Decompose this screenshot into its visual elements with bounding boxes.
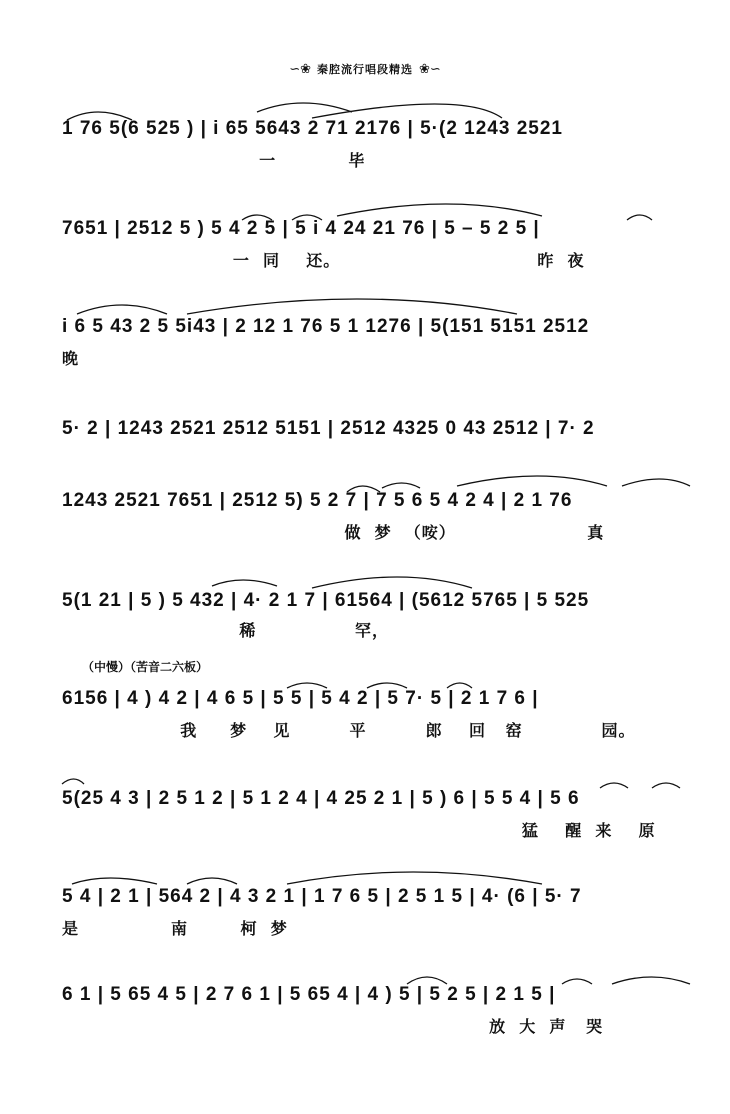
ornament-right-icon: ❀∽ bbox=[419, 61, 441, 77]
jianpu-notes: 1 76 5(6 525 ) | i 65 5643 2 71 2176 | 5·(2 1243 2521 bbox=[62, 118, 563, 139]
lyrics: 晚 bbox=[62, 349, 80, 368]
score-line-4 bbox=[62, 400, 690, 460]
jianpu-notes: 5(25 4 3 | 2 5 1 2 | 5 1 2 4 | 4 25 2 1 | 5 ) 6 | 5 5 4 | 5 6 bbox=[62, 788, 580, 809]
lyrics: 放 大 声 哭 bbox=[62, 1017, 604, 1036]
jianpu-notes: 1243 2521 7651 | 2512 5) 5 2 7 | 7 5 6 5 4 2 4 | 2 1 76 bbox=[62, 490, 573, 511]
ornament-left-icon: ∽❀ bbox=[289, 61, 311, 77]
score-line-8 bbox=[62, 770, 690, 840]
jianpu-notes: 5 4 | 2 1 | 564 2 | 4 3 2 1 | 1 7 6 5 | 2 5 1 5 | 4· (6 | 5· 7 bbox=[62, 886, 582, 907]
lyrics: 一 同 还。 昨 夜 bbox=[62, 251, 585, 270]
score-line-10 bbox=[62, 966, 690, 1036]
score-line-5 bbox=[62, 472, 690, 542]
score-line-3 bbox=[62, 298, 690, 368]
score-line-9 bbox=[62, 868, 690, 938]
lyrics: 是 南 柯 梦 bbox=[62, 919, 288, 938]
score-line-1 bbox=[62, 100, 690, 170]
lyrics: 一 毕 bbox=[62, 151, 366, 170]
jianpu-notes: 7651 | 2512 5 ) 5 4 2 5 | 5 i 4 24 21 76 | 5 – 5 2 5 | bbox=[62, 218, 540, 239]
score-line-2 bbox=[62, 200, 690, 270]
page-header-title: 秦腔流行唱段精选 bbox=[317, 63, 413, 76]
jianpu-notes: 6156 | 4 ) 4 2 | 4 6 5 | 5 5 | 5 4 2 | 5 7· 5 | 2 1 7 6 | bbox=[62, 688, 539, 709]
tempo-marking: （中慢）（苦音二六板） bbox=[82, 660, 209, 674]
jianpu-notes: i 6 5 43 2 5 5i43 | 2 12 1 76 5 1 1276 | 5(151 5151 2512 bbox=[62, 316, 590, 337]
lyrics: 猛 醒 来 原 bbox=[62, 821, 656, 840]
lyrics: 稀 罕， bbox=[62, 621, 389, 640]
lyrics: 做 梦 （咹） 真 bbox=[62, 523, 605, 542]
lyrics: 我 梦 见 平 郎 回 窑 园。 bbox=[62, 721, 636, 740]
running-header bbox=[0, 58, 730, 80]
score-line-7 bbox=[62, 652, 690, 742]
score-line-6 bbox=[62, 572, 690, 642]
jianpu-notes: 5(1 21 | 5 ) 5 432 | 4· 2 1 7 | 61564 | (5612 5765 | 5 525 bbox=[62, 590, 590, 611]
jianpu-notes: 6 1 | 5 65 4 5 | 2 7 6 1 | 5 65 4 | 4 ) 5 | 5 2 5 | 2 1 5 | bbox=[62, 984, 556, 1005]
jianpu-notes: 5· 2 | 1243 2521 2512 5151 | 2512 4325 0 43 2512 | 7· 2 bbox=[62, 418, 595, 439]
